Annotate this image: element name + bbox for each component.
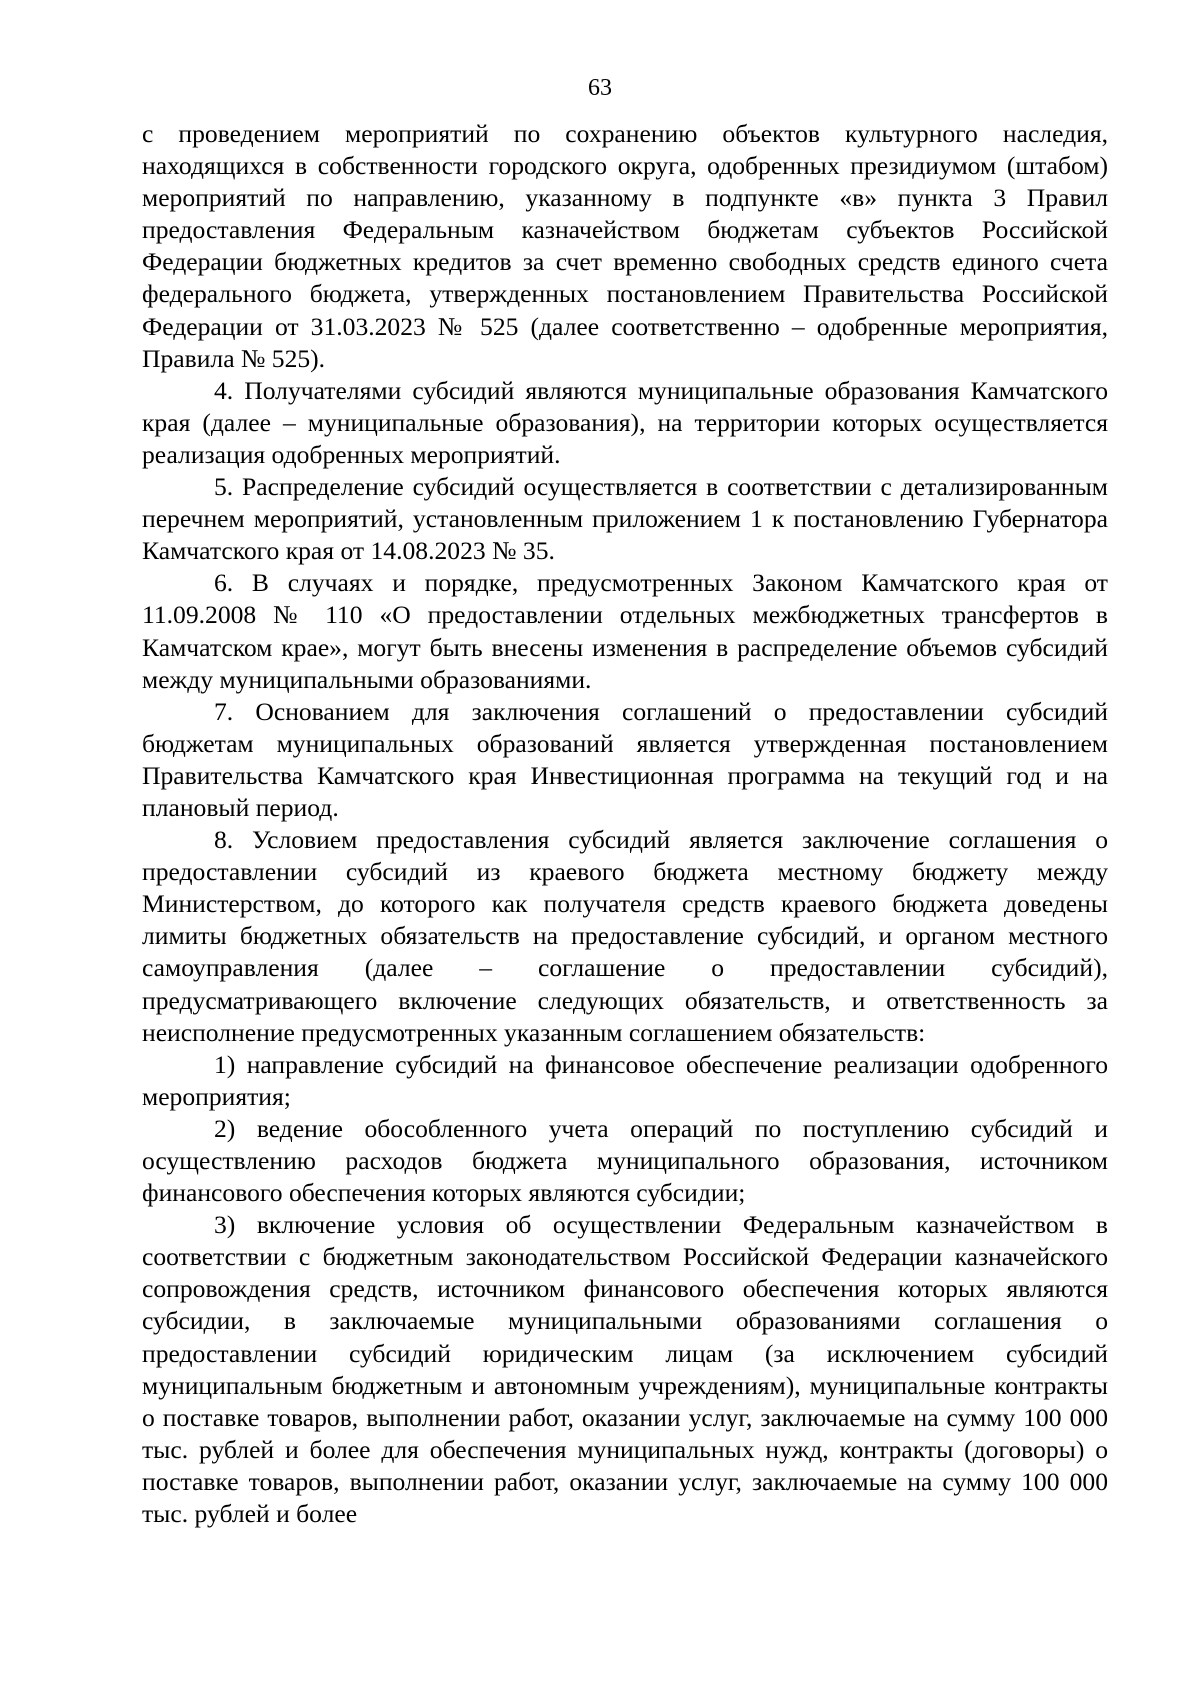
paragraph-4: 4. Получателями субсидий являются муниципальные образования Камчатского края (далее – муниципальные образования), на территории которых осуществляется реализация одобренных мероприятий. <box>142 375 1108 469</box>
list-item-3: 3) включение условия об осуществлении Федеральным казначейством в соответствии с бюджетным законодательством Российской Федерации казначейского сопровождения средств, источником финансового обеспечения которых являются субсидии, в заключаемые муниципальными образованиями соглашения о предоставлении субсидий юридическим лицам (за исключением субсидий муниципальным бюджетным и автономным учреждениям), муниципальные контракты о поставке товаров, выполнении работ, оказании услуг, заключаемые на сумму 100 000 тыс. рублей и более для обеспечения муниципальных нужд, контракты (договоры) о поставке товаров, выполнении работ, оказании услуг, заключаемые на сумму 100 000 тыс. рублей и более <box>142 1210 1108 1529</box>
paragraph-8: 8. Условием предоставления субсидий является заключение соглашения о предоставлении субсидий из краевого бюджета местному бюджету между Министерством, до которого как получателя средств краевого бюджета доведены лимиты бюджетных обязательств на предоставление субсидий, и органом местного самоуправления (далее – соглашение о предоставлении субсидий), предусматривающего включение следующих обязательств, и ответственность за неисполнение предусмотренных указанным соглашением обязательств: <box>142 825 1108 1047</box>
page-number: 63 <box>588 75 612 101</box>
document-body <box>142 118 1108 1530</box>
paragraph-continuation: с проведением мероприятий по сохранению объектов культурного наследия, находящихся в собственности городского округа, одобренных президиумом (штабом) мероприятий по направлению, указанному в подпункте «в» пункта 3 Правил предоставления Федеральным казначейством бюджетам субъектов Российской Федерации бюджетных кредитов за счет временно свободных средств единого счета федерального бюджета, утвержденных постановлением Правительства Российской Федерации от 31.03.2023 № 525 (далее соответственно – одобренные мероприятия, Правила № 525). <box>142 119 1108 373</box>
paragraph-6: 6. В случаях и порядке, предусмотренных Законом Камчатского края от 11.09.2008 № 110 «О предоставлении отдельных межбюджетных трансфертов в Камчатском крае», могут быть внесены изменения в распределение объемов субсидий между муниципальными образованиями. <box>142 568 1108 694</box>
list-item-2: 2) ведение обособленного учета операций по поступлению субсидий и осуществлению расходов бюджета муниципального образования, источником финансового обеспечения которых являются субсидии; <box>142 1113 1108 1208</box>
paragraph-5: 5. Распределение субсидий осуществляется в соответствии с детализированным перечнем мероприятий, установленным приложением 1 к постановлению Губернатора Камчатского края от 14.08.2023 № 35. <box>142 472 1108 566</box>
list-item-1: 1) направление субсидий на финансовое обеспечение реализации одобренного мероприятия; <box>142 1049 1108 1111</box>
paragraph-7: 7. Основанием для заключения соглашений о предоставлении субсидий бюджетам муниципальных образований является утвержденная постановлением Правительства Камчатского края Инвестиционная программа на текущий год и на плановый период. <box>142 696 1108 822</box>
